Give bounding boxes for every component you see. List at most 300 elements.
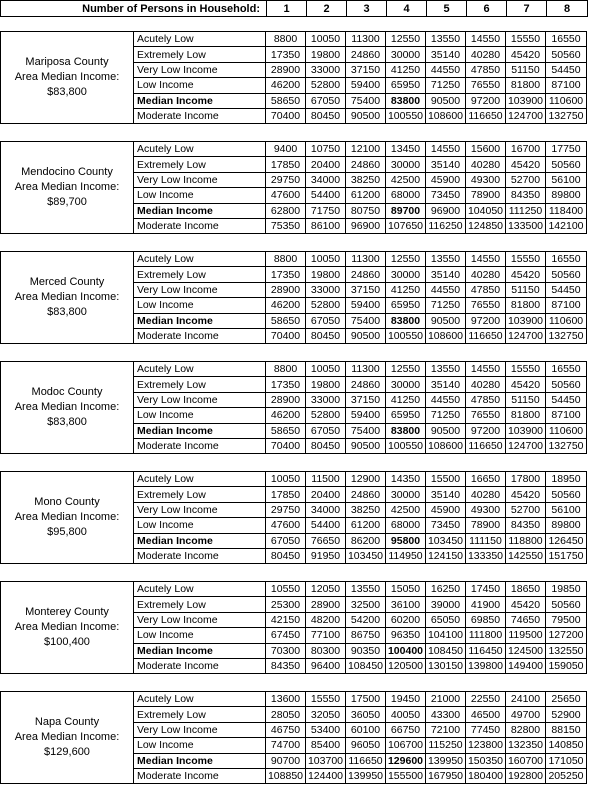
income-limit-cell: 90500 [426,313,466,328]
county-name: Mendocino County [21,166,113,179]
income-limit-cell: 103450 [346,548,386,563]
income-limit-cell: 33000 [306,62,346,77]
income-limit-cell: 56100 [546,172,587,187]
county-table [0,31,587,124]
income-limit-cell: 13550 [426,252,466,267]
income-limit-cell: 45900 [426,172,466,187]
area-median-income-label: Area Median Income: [14,181,120,194]
income-limit-cell: 10050 [266,472,306,487]
income-limit-cell: 30000 [386,377,426,392]
income-limit-cell: 75400 [346,93,386,108]
county-name: Mono County [34,496,100,509]
county-name: Merced County [29,276,105,289]
income-category-label: Low Income [134,518,266,533]
income-limit-cell: 12900 [346,472,386,487]
income-limit-cell: 80750 [346,203,386,218]
area-median-income-label: Area Median Income: [14,291,120,304]
income-limit-cell: 108600 [426,328,466,343]
income-limit-cell: 60100 [346,722,386,737]
income-category-label: Very Low Income [134,722,266,737]
income-limit-cell: 30000 [386,487,426,502]
income-row [1,362,587,377]
income-limit-cell: 96350 [386,628,426,643]
income-limit-cell: 124500 [506,643,546,658]
income-category-label: Median Income [134,423,266,438]
income-limit-cell: 71750 [306,203,346,218]
income-limit-cell: 103450 [426,533,466,548]
county-name-cell [1,582,134,674]
income-limit-cell: 124400 [306,768,346,783]
income-category-label: Extremely Low [134,377,266,392]
income-limit-cell: 83800 [386,93,426,108]
income-limit-cell: 81800 [506,408,546,423]
income-limit-cell: 42500 [386,502,426,517]
persons-8-header: 8 [547,1,588,17]
income-limit-cell: 19850 [546,582,587,597]
income-limit-cell: 40280 [466,377,506,392]
income-limit-cell: 30000 [386,267,426,282]
income-row [1,582,587,597]
income-limit-cell: 35140 [426,377,466,392]
income-limit-cell: 20400 [306,157,346,172]
income-limit-cell: 80450 [266,548,306,563]
income-limit-cell: 50560 [546,157,587,172]
county-name-cell [1,472,134,564]
area-median-income-value: $129,600 [44,746,90,759]
income-limit-cell: 59400 [346,408,386,423]
income-limit-cell: 40280 [466,47,506,62]
income-limit-cell: 51150 [506,282,546,297]
income-limit-cell: 17350 [266,377,306,392]
income-limit-cell: 34000 [306,172,346,187]
area-median-income-value: $83,800 [47,306,87,319]
persons-3-header: 3 [347,1,387,17]
income-limit-cell: 15550 [506,252,546,267]
income-limit-cell: 58650 [266,423,306,438]
county-table [0,251,587,344]
income-limit-cell: 15550 [506,362,546,377]
income-limit-cell: 75350 [266,218,306,233]
income-category-label: Low Income [134,298,266,313]
income-limit-cell: 160700 [506,753,546,768]
income-limit-cell: 24100 [506,692,546,707]
income-limit-cell: 110600 [546,93,587,108]
income-limit-cell: 8800 [266,362,306,377]
income-limit-cell: 81800 [506,298,546,313]
income-limit-cell: 91950 [306,548,346,563]
income-limit-cell: 45420 [506,377,546,392]
income-limit-cell: 50560 [546,47,587,62]
county-name-cell [1,362,134,454]
income-limit-cell: 17850 [266,157,306,172]
persons-header-label: Number of Persons in Household: [1,1,267,17]
income-limit-cell: 85400 [306,738,346,753]
income-limit-cell: 41250 [386,392,426,407]
income-limit-cell: 60200 [386,612,426,627]
income-limit-cell: 41250 [386,62,426,77]
income-limit-cell: 90500 [346,328,386,343]
income-limit-cell: 47850 [466,62,506,77]
income-limit-cell: 65950 [386,408,426,423]
income-limit-cell: 18950 [546,472,587,487]
income-limit-cell: 45420 [506,157,546,172]
income-limit-cell: 44550 [426,392,466,407]
income-limit-cell: 37150 [346,392,386,407]
income-limit-cell: 74700 [266,738,306,753]
county-name: Mariposa County [25,56,109,69]
income-limit-cell: 67050 [266,533,306,548]
income-limit-cell: 76550 [466,78,506,93]
income-limit-cell: 33000 [306,282,346,297]
area-median-income-value: $100,400 [44,636,90,649]
income-category-label: Acutely Low [134,582,266,597]
income-limit-cell: 100550 [386,438,426,453]
income-limit-cell: 12050 [306,582,346,597]
income-category-label: Low Income [134,188,266,203]
income-limit-cell: 15500 [426,472,466,487]
income-limit-cell: 100550 [386,328,426,343]
income-limit-cell: 74650 [506,612,546,627]
income-limit-cell: 19450 [386,692,426,707]
income-limit-cell: 15550 [506,32,546,47]
income-limit-cell: 25650 [546,692,587,707]
income-limit-cell: 52800 [306,408,346,423]
income-limit-cell: 61200 [346,188,386,203]
income-limit-cell: 45900 [426,502,466,517]
income-limit-cell: 35140 [426,157,466,172]
income-limit-cell: 78900 [466,188,506,203]
income-limit-cell: 80450 [306,108,346,123]
income-limit-cell: 124150 [426,548,466,563]
income-limit-cell: 24860 [346,47,386,62]
income-limit-cell: 61200 [346,518,386,533]
income-limit-cell: 72100 [426,722,466,737]
income-limit-cell: 205250 [546,768,587,783]
income-limit-cell: 28900 [266,282,306,297]
income-limit-cell: 22550 [466,692,506,707]
income-limit-cell: 47600 [266,188,306,203]
income-limit-cell: 68000 [386,188,426,203]
income-limit-cell: 44550 [426,62,466,77]
income-limit-cell: 54200 [346,612,386,627]
county-table [0,691,587,784]
income-limit-cell: 16550 [546,32,587,47]
income-limit-cell: 52700 [506,502,546,517]
income-limit-cell: 76550 [466,408,506,423]
income-limit-cell: 37150 [346,282,386,297]
income-limit-cell: 10750 [306,142,346,157]
income-category-label: Acutely Low [134,252,266,267]
income-limit-cell: 88150 [546,722,587,737]
income-limit-cell: 29750 [266,172,306,187]
income-limit-cell: 133350 [466,548,506,563]
income-limit-cell: 103700 [306,753,346,768]
income-limit-cell: 11300 [346,362,386,377]
income-limit-cell: 16550 [546,362,587,377]
area-median-income-label: Area Median Income: [14,621,120,634]
income-limit-cell: 49300 [466,172,506,187]
county-name-cell [1,142,134,234]
income-limit-cell: 167950 [426,768,466,783]
income-limit-cell: 17500 [346,692,386,707]
income-limit-cell: 89700 [386,203,426,218]
income-limit-cell: 70400 [266,328,306,343]
income-limit-cell: 118400 [546,203,587,218]
income-limit-cell: 8800 [266,32,306,47]
income-limit-cell: 76550 [466,298,506,313]
income-limit-cell: 83800 [386,313,426,328]
income-limit-cell: 50560 [546,487,587,502]
income-limit-cell: 51150 [506,62,546,77]
income-row [1,472,587,487]
income-limit-cell: 17750 [546,142,587,157]
income-limit-cell: 119500 [506,628,546,643]
income-limit-cell: 132750 [546,328,587,343]
area-median-income-label: Area Median Income: [14,401,120,414]
income-limit-cell: 149400 [506,658,546,673]
income-limit-cell: 87100 [546,408,587,423]
income-limit-cell: 46500 [466,707,506,722]
income-limit-cell: 44550 [426,282,466,297]
income-category-label: Median Income [134,753,266,768]
income-limit-cell: 65950 [386,78,426,93]
income-category-label: Moderate Income [134,548,266,563]
income-limit-cell: 126450 [546,533,587,548]
persons-6-header: 6 [467,1,507,17]
income-limit-cell: 90500 [346,438,386,453]
income-limit-cell: 53400 [306,722,346,737]
income-limit-cell: 38250 [346,502,386,517]
income-limit-cell: 100550 [386,108,426,123]
income-limit-cell: 116650 [346,753,386,768]
income-category-label: Acutely Low [134,32,266,47]
income-limit-cell: 45420 [506,267,546,282]
income-limit-cell: 76650 [306,533,346,548]
income-limit-cell: 129600 [386,753,426,768]
county-table [0,471,587,564]
income-limit-cell: 118800 [506,533,546,548]
income-limit-cell: 69850 [466,612,506,627]
income-limit-cell: 103900 [506,93,546,108]
income-limit-cell: 97200 [466,423,506,438]
income-limit-cell: 16700 [506,142,546,157]
income-category-label: Extremely Low [134,47,266,62]
income-limit-cell: 155500 [386,768,426,783]
income-limit-cell: 24860 [346,487,386,502]
income-limit-cell: 13550 [426,362,466,377]
income-category-label: Acutely Low [134,472,266,487]
income-limit-cell: 78900 [466,518,506,533]
income-limit-cell: 132550 [546,643,587,658]
income-limit-cell: 14550 [466,362,506,377]
county-name: Monterey County [25,606,109,619]
income-limit-cell: 111800 [466,628,506,643]
income-limit-cell: 132750 [546,108,587,123]
income-limit-cell: 90700 [266,753,306,768]
income-limit-cell: 49300 [466,502,506,517]
income-category-label: Extremely Low [134,157,266,172]
income-limit-cell: 51150 [506,392,546,407]
income-limit-cell: 59400 [346,78,386,93]
income-limit-cell: 104100 [426,628,466,643]
income-limit-cell: 75400 [346,423,386,438]
income-limit-cell: 171050 [546,753,587,768]
income-limit-cell: 83800 [386,423,426,438]
income-category-label: Median Income [134,313,266,328]
income-limit-cell: 70300 [266,643,306,658]
income-category-label: Median Income [134,203,266,218]
income-limit-cell: 80450 [306,328,346,343]
income-limit-cell: 70400 [266,438,306,453]
income-limit-cell: 17850 [266,487,306,502]
income-limit-cell: 95800 [386,533,426,548]
income-limit-cell: 100400 [386,643,426,658]
income-limit-cell: 45420 [506,487,546,502]
income-limit-cell: 9400 [266,142,306,157]
income-row [1,32,587,47]
income-limit-cell: 13550 [346,582,386,597]
income-limit-cell: 25300 [266,597,306,612]
income-limit-cell: 133500 [506,218,546,233]
income-category-label: Very Low Income [134,612,266,627]
income-limit-cell: 11500 [306,472,346,487]
income-limit-cell: 108450 [426,643,466,658]
persons-5-header: 5 [427,1,467,17]
income-limit-cell: 103900 [506,423,546,438]
income-limit-cell: 10050 [306,32,346,47]
income-limit-cell: 77100 [306,628,346,643]
income-limit-cell: 15600 [466,142,506,157]
income-limit-cell: 12550 [386,252,426,267]
income-limit-cell: 40280 [466,487,506,502]
income-category-label: Moderate Income [134,218,266,233]
area-median-income-value: $83,800 [47,416,87,429]
income-category-label: Acutely Low [134,362,266,377]
income-limit-cell: 48200 [306,612,346,627]
income-limit-cell: 90500 [346,108,386,123]
income-limit-cell: 90500 [426,93,466,108]
income-limit-cell: 89800 [546,188,587,203]
income-limit-cell: 180400 [466,768,506,783]
income-limit-cell: 124850 [466,218,506,233]
income-limit-cell: 127200 [546,628,587,643]
income-limit-cell: 54450 [546,282,587,297]
income-limit-cell: 33000 [306,392,346,407]
income-limit-cell: 24860 [346,267,386,282]
income-limit-cell: 192800 [506,768,546,783]
income-category-label: Extremely Low [134,267,266,282]
income-limit-cell: 67050 [306,313,346,328]
income-limit-cell: 46200 [266,408,306,423]
income-category-label: Low Income [134,408,266,423]
income-limit-cell: 17350 [266,267,306,282]
income-limit-cell: 115250 [426,738,466,753]
income-limit-cell: 54450 [546,392,587,407]
income-category-label: Median Income [134,93,266,108]
income-limit-cell: 16250 [426,582,466,597]
income-limit-cell: 140850 [546,738,587,753]
income-category-label: Very Low Income [134,502,266,517]
income-limit-cell: 89800 [546,518,587,533]
income-limit-cell: 16650 [466,472,506,487]
income-limit-cell: 12550 [386,32,426,47]
income-limit-cell: 65050 [426,612,466,627]
income-limit-cell: 116650 [466,438,506,453]
income-limit-cell: 32500 [346,597,386,612]
income-limit-cell: 97200 [466,93,506,108]
income-limit-cell: 54450 [546,62,587,77]
income-limit-cell: 110600 [546,313,587,328]
income-limit-cell: 15550 [306,692,346,707]
income-category-label: Median Income [134,643,266,658]
income-limit-cell: 39000 [426,597,466,612]
income-limit-cell: 28050 [266,707,306,722]
income-limit-cell: 54400 [306,518,346,533]
income-limit-cell: 123800 [466,738,506,753]
income-limit-cell: 116650 [466,328,506,343]
area-median-income-label: Area Median Income: [14,71,120,84]
income-limit-cell: 20400 [306,487,346,502]
income-limit-cell: 17450 [466,582,506,597]
income-limit-cell: 65950 [386,298,426,313]
income-limit-cell: 24860 [346,157,386,172]
income-limit-cell: 43300 [426,707,466,722]
income-limit-cell: 38250 [346,172,386,187]
income-limit-cell: 77450 [466,722,506,737]
income-limit-cell: 46750 [266,722,306,737]
income-limit-cell: 86750 [346,628,386,643]
income-limit-cell: 90500 [426,423,466,438]
income-limit-cell: 132750 [546,438,587,453]
income-limit-cell: 116450 [466,643,506,658]
income-row [1,252,587,267]
income-category-label: Moderate Income [134,438,266,453]
county-name-cell [1,252,134,344]
income-limit-cell: 71250 [426,78,466,93]
area-median-income-value: $83,800 [47,86,87,99]
income-limit-cell: 50560 [546,267,587,282]
area-median-income-value: $95,800 [47,526,87,539]
income-limit-cell: 116650 [466,108,506,123]
persons-1-header: 1 [267,1,307,17]
income-limit-cell: 12100 [346,142,386,157]
income-limit-cell: 19800 [306,377,346,392]
income-limit-cell: 108450 [346,658,386,673]
income-limit-cell: 16550 [546,252,587,267]
income-category-label: Moderate Income [134,658,266,673]
income-limit-cell: 139950 [346,768,386,783]
persons-2-header: 2 [307,1,347,17]
income-category-label: Very Low Income [134,172,266,187]
income-limit-cell: 97200 [466,313,506,328]
income-limit-cell: 32050 [306,707,346,722]
income-limit-cell: 86100 [306,218,346,233]
income-limit-cell: 46200 [266,78,306,93]
income-limit-cell: 73450 [426,518,466,533]
income-limit-cell: 47850 [466,392,506,407]
income-limit-cell: 71250 [426,408,466,423]
income-limit-cell: 56100 [546,502,587,517]
income-limit-cell: 80300 [306,643,346,658]
income-limit-cell: 42150 [266,612,306,627]
income-limit-cell: 10050 [306,252,346,267]
income-limit-cell: 30000 [386,157,426,172]
county-name: Napa County [34,716,100,729]
income-row [1,692,587,707]
income-limit-cell: 18650 [506,582,546,597]
income-limit-cell: 30000 [386,47,426,62]
income-limit-cell: 45420 [506,597,546,612]
